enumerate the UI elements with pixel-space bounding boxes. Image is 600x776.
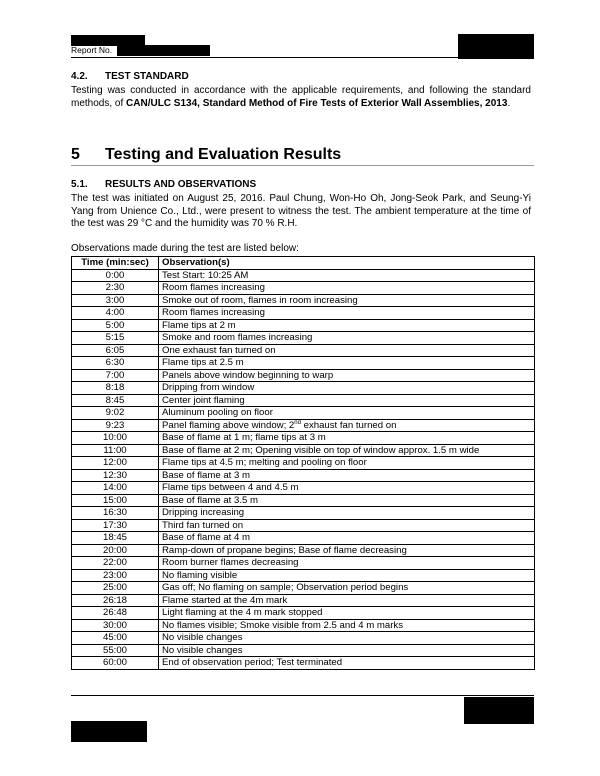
time-cell: 11:00 (72, 444, 159, 457)
observation-cell: No visible changes (159, 632, 535, 645)
table-row (72, 457, 535, 470)
time-cell: 2:30 (72, 282, 159, 295)
section-5-divider (71, 165, 534, 166)
observation-cell: End of observation period; Test terminated (159, 657, 535, 670)
table-row (72, 382, 535, 395)
redacted-logo-block (458, 34, 534, 59)
table-intro: Observations made during the test are listed below: (71, 243, 299, 254)
table-row (72, 544, 535, 557)
section-5-1-heading: 5.1. RESULTS AND OBSERVATIONS (71, 179, 257, 190)
observation-cell: Center joint flaming (159, 394, 535, 407)
observation-cell: Flame tips at 2.5 m (159, 357, 535, 370)
observation-cell: Base of flame at 4 m (159, 532, 535, 545)
observation-cell: Flame tips at 4.5 m; melting and pooling on floor (159, 457, 535, 470)
time-cell: 6:05 (72, 344, 159, 357)
observation-cell: Base of flame at 2 m; Opening visible on top of window approx. 1.5 m wide (159, 444, 535, 457)
observation-cell: Room flames increasing (159, 307, 535, 320)
time-cell: 8:45 (72, 394, 159, 407)
table-row (72, 582, 535, 595)
table-row (72, 432, 535, 445)
time-cell: 6:30 (72, 357, 159, 370)
section-4-2-paragraph: Testing was conducted in accordance with the applicable requirements, and following the standard methods, of CAN/ULC S134, Standard Method of Fire Tests of Exterior Wall Assemblies, 2013. (71, 85, 531, 109)
time-cell: 5:15 (72, 332, 159, 345)
table-row (72, 519, 535, 532)
observation-cell: Base of flame at 1 m; flame tips at 3 m (159, 432, 535, 445)
table-row (72, 469, 535, 482)
section-5-heading: 5 Testing and Evaluation Results (71, 146, 342, 163)
redacted-block-footer-right (464, 697, 534, 724)
time-cell: 15:00 (72, 494, 159, 507)
redacted-report-number (117, 45, 210, 56)
time-cell: 9:02 (72, 407, 159, 420)
table-row (72, 557, 535, 570)
time-cell: 23:00 (72, 569, 159, 582)
table-row (72, 507, 535, 520)
table-row (72, 369, 535, 382)
observation-cell: Smoke out of room, flames in room increasing (159, 294, 535, 307)
table-row (72, 319, 535, 332)
time-cell: 25:00 (72, 582, 159, 595)
table-row (72, 332, 535, 345)
table-row (72, 594, 535, 607)
observation-cell: Panels above window beginning to warp (159, 369, 535, 382)
observation-cell: Aluminum pooling on floor (159, 407, 535, 420)
footer-divider (71, 695, 534, 696)
observation-cell: Dripping from window (159, 382, 535, 395)
observation-cell: Test Start: 10:25 AM (159, 269, 535, 282)
table-row (72, 407, 535, 420)
table-row (72, 282, 535, 295)
time-cell: 17:30 (72, 519, 159, 532)
time-cell: 16:30 (72, 507, 159, 520)
time-cell: 45:00 (72, 632, 159, 645)
time-cell: 12:30 (72, 469, 159, 482)
table-header-row (72, 257, 535, 270)
observation-cell: Room burner flames decreasing (159, 557, 535, 570)
time-cell: 4:00 (72, 307, 159, 320)
time-cell: 10:00 (72, 432, 159, 445)
report-no-label: Report No. (71, 45, 113, 55)
observation-cell: No visible changes (159, 644, 535, 657)
observation-cell: Gas off; No flaming on sample; Observation period begins (159, 582, 535, 595)
table-row (72, 307, 535, 320)
table-row (72, 269, 535, 282)
table-row (72, 394, 535, 407)
observation-cell: Smoke and room flames increasing (159, 332, 535, 345)
time-cell: 14:00 (72, 482, 159, 495)
time-cell: 22:00 (72, 557, 159, 570)
observations-table (71, 256, 535, 670)
time-cell: 9:23 (72, 419, 159, 432)
observation-cell: Flame tips at 2 m (159, 319, 535, 332)
section-5-1-paragraph: The test was initiated on August 25, 2016. Paul Chung, Won-Ho Oh, Jong-Seok Park, and Seung-Yi Yang from Unience Co., Ltd., were present to witness the test. The ambient temperature at the time of the test was 29 °C and the humidity was 70 % R.H. (71, 193, 531, 229)
table-row (72, 657, 535, 670)
observation-cell: No flaming visible (159, 569, 535, 582)
observation-cell: No flames visible; Smoke visible from 2.5 and 4 m marks (159, 619, 535, 632)
section-4-2-heading: 4.2. TEST STANDARD (71, 71, 189, 82)
observations-body (72, 269, 535, 669)
table-row (72, 357, 535, 370)
time-cell: 8:18 (72, 382, 159, 395)
table-row (72, 532, 535, 545)
observation-cell: One exhaust fan turned on (159, 344, 535, 357)
observation-cell: Ramp-down of propane begins; Base of flame decreasing (159, 544, 535, 557)
column-header-time: Time (min:sec) (72, 257, 159, 270)
table-row (72, 619, 535, 632)
time-cell: 26:48 (72, 607, 159, 620)
table-row (72, 644, 535, 657)
observation-cell: Third fan turned on (159, 519, 535, 532)
time-cell: 55:00 (72, 644, 159, 657)
observation-cell: Room flames increasing (159, 282, 535, 295)
time-cell: 7:00 (72, 369, 159, 382)
time-cell: 0:00 (72, 269, 159, 282)
time-cell: 20:00 (72, 544, 159, 557)
table-row (72, 607, 535, 620)
table-row (72, 419, 535, 432)
observation-cell: Base of flame at 3 m (159, 469, 535, 482)
time-cell: 12:00 (72, 457, 159, 470)
header-divider (71, 57, 534, 58)
standard-name: CAN/ULC S134, Standard Method of Fire Tests of Exterior Wall Assemblies, 2013 (126, 97, 508, 109)
table-row (72, 294, 535, 307)
time-cell: 26:18 (72, 594, 159, 607)
observation-cell: Dripping increasing (159, 507, 535, 520)
table-row (72, 494, 535, 507)
table-row (72, 632, 535, 645)
time-cell: 60:00 (72, 657, 159, 670)
table-row (72, 569, 535, 582)
observation-cell: Light flaming at the 4 m mark stopped (159, 607, 535, 620)
observation-cell: Panel flaming above window; 2nd exhaust fan turned on (159, 419, 535, 432)
time-cell: 3:00 (72, 294, 159, 307)
time-cell: 5:00 (72, 319, 159, 332)
table-row (72, 344, 535, 357)
column-header-observations: Observation(s) (159, 257, 535, 270)
time-cell: 30:00 (72, 619, 159, 632)
table-row (72, 482, 535, 495)
time-cell: 18:45 (72, 532, 159, 545)
table-row (72, 444, 535, 457)
redacted-block-footer-left (71, 721, 147, 742)
observation-cell: Base of flame at 3.5 m (159, 494, 535, 507)
observation-cell: Flame started at the 4m mark (159, 594, 535, 607)
observation-cell: Flame tips between 4 and 4.5 m (159, 482, 535, 495)
